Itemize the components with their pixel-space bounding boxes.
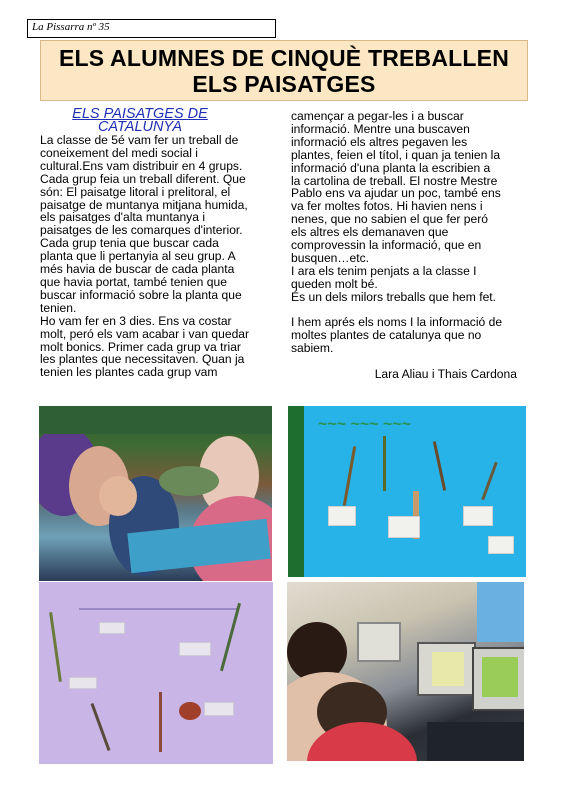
article-line: la cartolina de treball. El nostre Mestre bbox=[291, 173, 498, 188]
title-line-2: ELS PAISATGES bbox=[192, 71, 376, 97]
litoral-i-prelitoral-poster-photo: ~~~ ~~~ ~~~ bbox=[288, 406, 526, 577]
article-line: molt bonics. Primer cada grup va triar bbox=[40, 339, 241, 354]
article-line: més havia de buscar de cada planta bbox=[40, 262, 235, 277]
article-line: comprovessin la informació, que en bbox=[291, 238, 482, 253]
article-line: La classe de 5é vam fer un treball de bbox=[40, 133, 239, 147]
article-line: tenien les plantes cada grup vam bbox=[40, 365, 218, 380]
computer-room-photo bbox=[287, 582, 524, 761]
article-line: Pablo ens va ajudar un poc, també ens bbox=[291, 186, 501, 201]
article-line: nenes, que no sabien el que fer peró bbox=[291, 212, 489, 227]
article-line: És un dels milors treballs que hem fet. bbox=[291, 289, 497, 304]
article-line: va fer moltes fotos. Hi havien nens i bbox=[291, 199, 483, 214]
article-right-text bbox=[291, 110, 531, 304]
article-line: I hem aprés els noms I la informació de bbox=[291, 315, 503, 330]
article-line: les plantes que necessitaven. Quan ja bbox=[40, 352, 245, 367]
article-line: paisatge de muntanya mitjana humida, bbox=[40, 197, 248, 212]
article-line: Ho vam fer en 3 dies. Ens va costar bbox=[40, 313, 232, 328]
article-line: els paisatges d'alta muntanya i bbox=[40, 210, 206, 225]
issue-label: La Pissarra nº 35 bbox=[32, 21, 110, 33]
article-line: que havia portat, també tenien que bbox=[40, 274, 227, 289]
article-line: sabiem. bbox=[291, 341, 334, 356]
issue-header bbox=[27, 19, 276, 38]
article-signature: Lara Aliau i Thais Cardona bbox=[374, 367, 517, 382]
article-line: informació els altres pegaven les bbox=[291, 134, 468, 149]
article-line: cultural.Ens vam distribuir en 4 grups. bbox=[40, 158, 243, 173]
title-line-1: ELS ALUMNES DE CINQUÈ TREBALLEN bbox=[58, 45, 510, 71]
article-left-column bbox=[40, 108, 280, 379]
article-heading bbox=[40, 108, 240, 134]
title-banner bbox=[40, 40, 528, 101]
article-line: busquen…etc. bbox=[291, 250, 369, 265]
article-line: planta que li pertanyia al seu grup. A bbox=[40, 249, 236, 264]
article-right-column bbox=[291, 110, 531, 381]
article-heading-line-2: CATALUNYA bbox=[97, 119, 183, 135]
article-line: buscar informació sobre la planta que bbox=[40, 287, 242, 302]
article-line: coneixement del medi social i bbox=[40, 145, 198, 160]
article-line: paisatges de les comarques d'interior. bbox=[40, 223, 243, 238]
article-line: informació d'una planta la escribien a bbox=[291, 160, 491, 175]
article-left-text bbox=[40, 134, 280, 379]
article-right-text-closing bbox=[291, 316, 531, 355]
article-line: camençar a pegar-les i a buscar bbox=[291, 109, 464, 123]
article-heading-line-1: ELS PAISATGES DE bbox=[72, 106, 208, 122]
article-line: plantes, feien el títol, i quan ja tenien la bbox=[291, 147, 501, 162]
article-line: Cada grup feia un treball diferent. Que bbox=[40, 171, 246, 186]
article-line: informació. Mentre una buscaven bbox=[291, 121, 470, 136]
article-line: queden molt bé. bbox=[291, 276, 378, 291]
article-line: tenien. bbox=[40, 300, 77, 315]
article-line: I ara els tenim penjats a la classe I bbox=[291, 263, 477, 278]
article-line: molt, peró els vam acabar i van quedar bbox=[40, 326, 250, 341]
article-line: els altres els demanaven que bbox=[291, 225, 449, 240]
article-line: moltes plantes de catalunya que no bbox=[291, 328, 482, 343]
students-working-photo bbox=[39, 406, 272, 581]
article-line: són: El paisatge litoral i prelitoral, el bbox=[40, 184, 231, 199]
article-line: Cada grup tenia que buscar cada bbox=[40, 236, 219, 251]
plants-poster-photo bbox=[39, 582, 273, 764]
